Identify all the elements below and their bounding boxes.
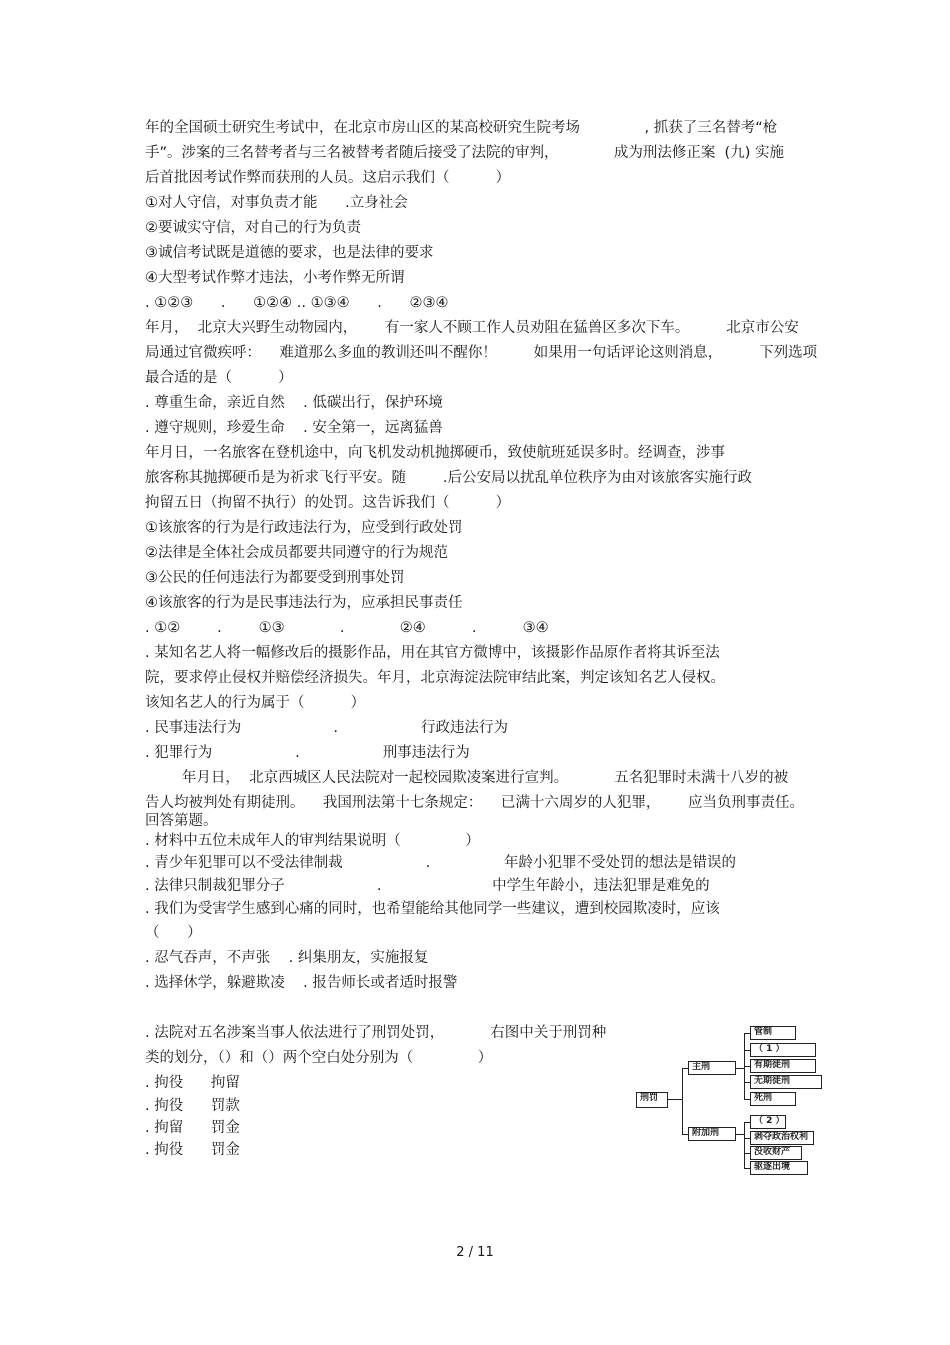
main-item: 有期徒刑 [750,1059,816,1073]
text-line: 年月日， 北京西城区人民法院对一起校园欺凌案进行宣判。 五名犯罪时未满十八岁的被 [145,770,789,786]
text-line: ④大型考试作弊才违法，小考作弊无所谓 [145,270,405,286]
text-line: 该知名艺人的行为属于（ ） [145,695,366,711]
text-line: ①该旅客的行为是行政违法行为，应受到行政处罚 [145,520,463,536]
diagram-root: 刑罚 [636,1092,668,1108]
text-line: 类的划分，（）和（）两个空白处分别为（ ） [145,1050,493,1066]
text-line: . 民事违法行为 . 行政违法行为 [145,720,508,736]
text-line: . 选择休学，躲避欺凌 . 报告师长或者适时报警 [145,975,458,991]
text-line: 拘留五日（拘留不执行）的处罚。这告诉我们（ ） [145,495,511,511]
extra-item-blank: （ 2 ） [750,1115,786,1129]
text-line: . 某知名艺人将一幅修改后的摄影作品，用在其官方微博中，该摄影作品原作者将其诉至法 [145,645,720,661]
text-line: 回答第题。 [145,813,218,829]
text-line: ①对人守信，对事负责才能 .立身社会 [145,195,408,211]
extra-item: 剥夺政治权利 [750,1131,814,1145]
text-line: . ①② . ①③ . ②④ . ③④ [145,620,549,636]
text-line: 告人均被判处有期徒刑。 我国刑法第十七条规定： 已满十六周岁的人犯罪， 应当负刑事责任。 [145,795,805,811]
text-line: . ①②③ . ①②④ .. ①③④ . ②③④ [145,295,449,311]
text-line: . 遵守规则，珍爱生命 . 安全第一，远离猛兽 [145,420,443,436]
text-line: . 拘役 罚金 [145,1142,240,1158]
text-line: 年月日，一名旅客在登机途中，向飞机发动机抛掷硬币，致使航班延误多时。经调查，涉事 [145,445,725,461]
text-line: . 法律只制裁犯罪分子 . 中学生年龄小，违法犯罪是难免的 [145,878,710,894]
extra-item: 没收财产 [750,1146,802,1160]
text-line: . 拘留 罚金 [145,1120,240,1136]
main-item: 无期徒刑 [750,1075,822,1089]
text-line: 旅客称其抛掷硬币是为祈求飞行平安。随 .后公安局以扰乱单位秩序为由对该旅客实施行政 [145,470,752,486]
text-line: . 青少年犯罪可以不受法律制裁 . 年龄小犯罪不受处罚的想法是错误的 [145,855,737,871]
text-line: 后首批因考试作弊而获刑的人员。这启示我们（ ） [145,170,511,186]
main-item: 管制 [750,1026,796,1040]
text-line: . 忍气吞声，不声张 . 纠集朋友，实施报复 [145,950,429,966]
diagram-extra-penalty: 附加刑 [688,1127,736,1141]
text-line: （ ） [145,925,202,941]
text-line: 院，要求停止侵权并赔偿经济损失。年月，北京海淀法院审结此案，判定该知名艺人侵权。 [145,670,725,686]
diagram-main-penalty: 主刑 [688,1061,736,1075]
text-line: 年的全国硕士研究生考试中，在北京市房山区的某高校研究生院考场 , 抓获了三名替考“枪 [145,120,778,136]
text-line: . 我们为受害学生感到心痛的同时，也希望能给其他同学一些建议，遭到校园欺凌时，应该 [145,901,720,917]
text-line: ②要诚实守信，对自己的行为负责 [145,220,361,236]
penalty-types-diagram [632,1022,822,1180]
text-line: . 拘役 拘留 [145,1075,240,1091]
text-line: 最合适的是（ ） [145,370,293,386]
page-number: 2 / 11 [456,1245,494,1260]
main-item: 死刑 [750,1092,796,1106]
text-line: . 拘役 罚款 [145,1098,240,1114]
text-line: 局通过官微疾呼： 难道那么多血的教训还叫不醒你！ 如果用一句话评论这则消息， 下列选项 [145,345,818,361]
text-line: 手”。涉案的三名替考者与三名被替考者随后接受了法院的审判， 成为刑法修正案 (九) 实施 [145,145,784,161]
text-line: ③公民的任何违法行为都要受到刑事处罚 [145,570,405,586]
text-line: ④该旅客的行为是民事违法行为，应承担民事责任 [145,595,463,611]
text-line: . 尊重生命，亲近自然 . 低碳出行，保护环境 [145,395,443,411]
main-item-blank: （ 1 ） [750,1043,816,1057]
text-line: 年月， 北京大兴野生动物园内， 有一家人不顾工作人员劝阻在猛兽区多次下车。 北京市公安 [145,320,799,336]
extra-item: 驱逐出境 [750,1161,808,1175]
text-line: . 法院对五名涉案当事人依法进行了刑罚处罚， 右图中关于刑罚种 [145,1025,607,1041]
text-line: ②法律是全体社会成员都要共同遵守的行为规范 [145,545,448,561]
text-line: ③诚信考试既是道德的要求，也是法律的要求 [145,245,434,261]
text-line: . 材料中五位未成年人的审判结果说明（ ） [145,833,480,849]
text-line: . 犯罪行为 . 刑事违法行为 [145,745,470,761]
